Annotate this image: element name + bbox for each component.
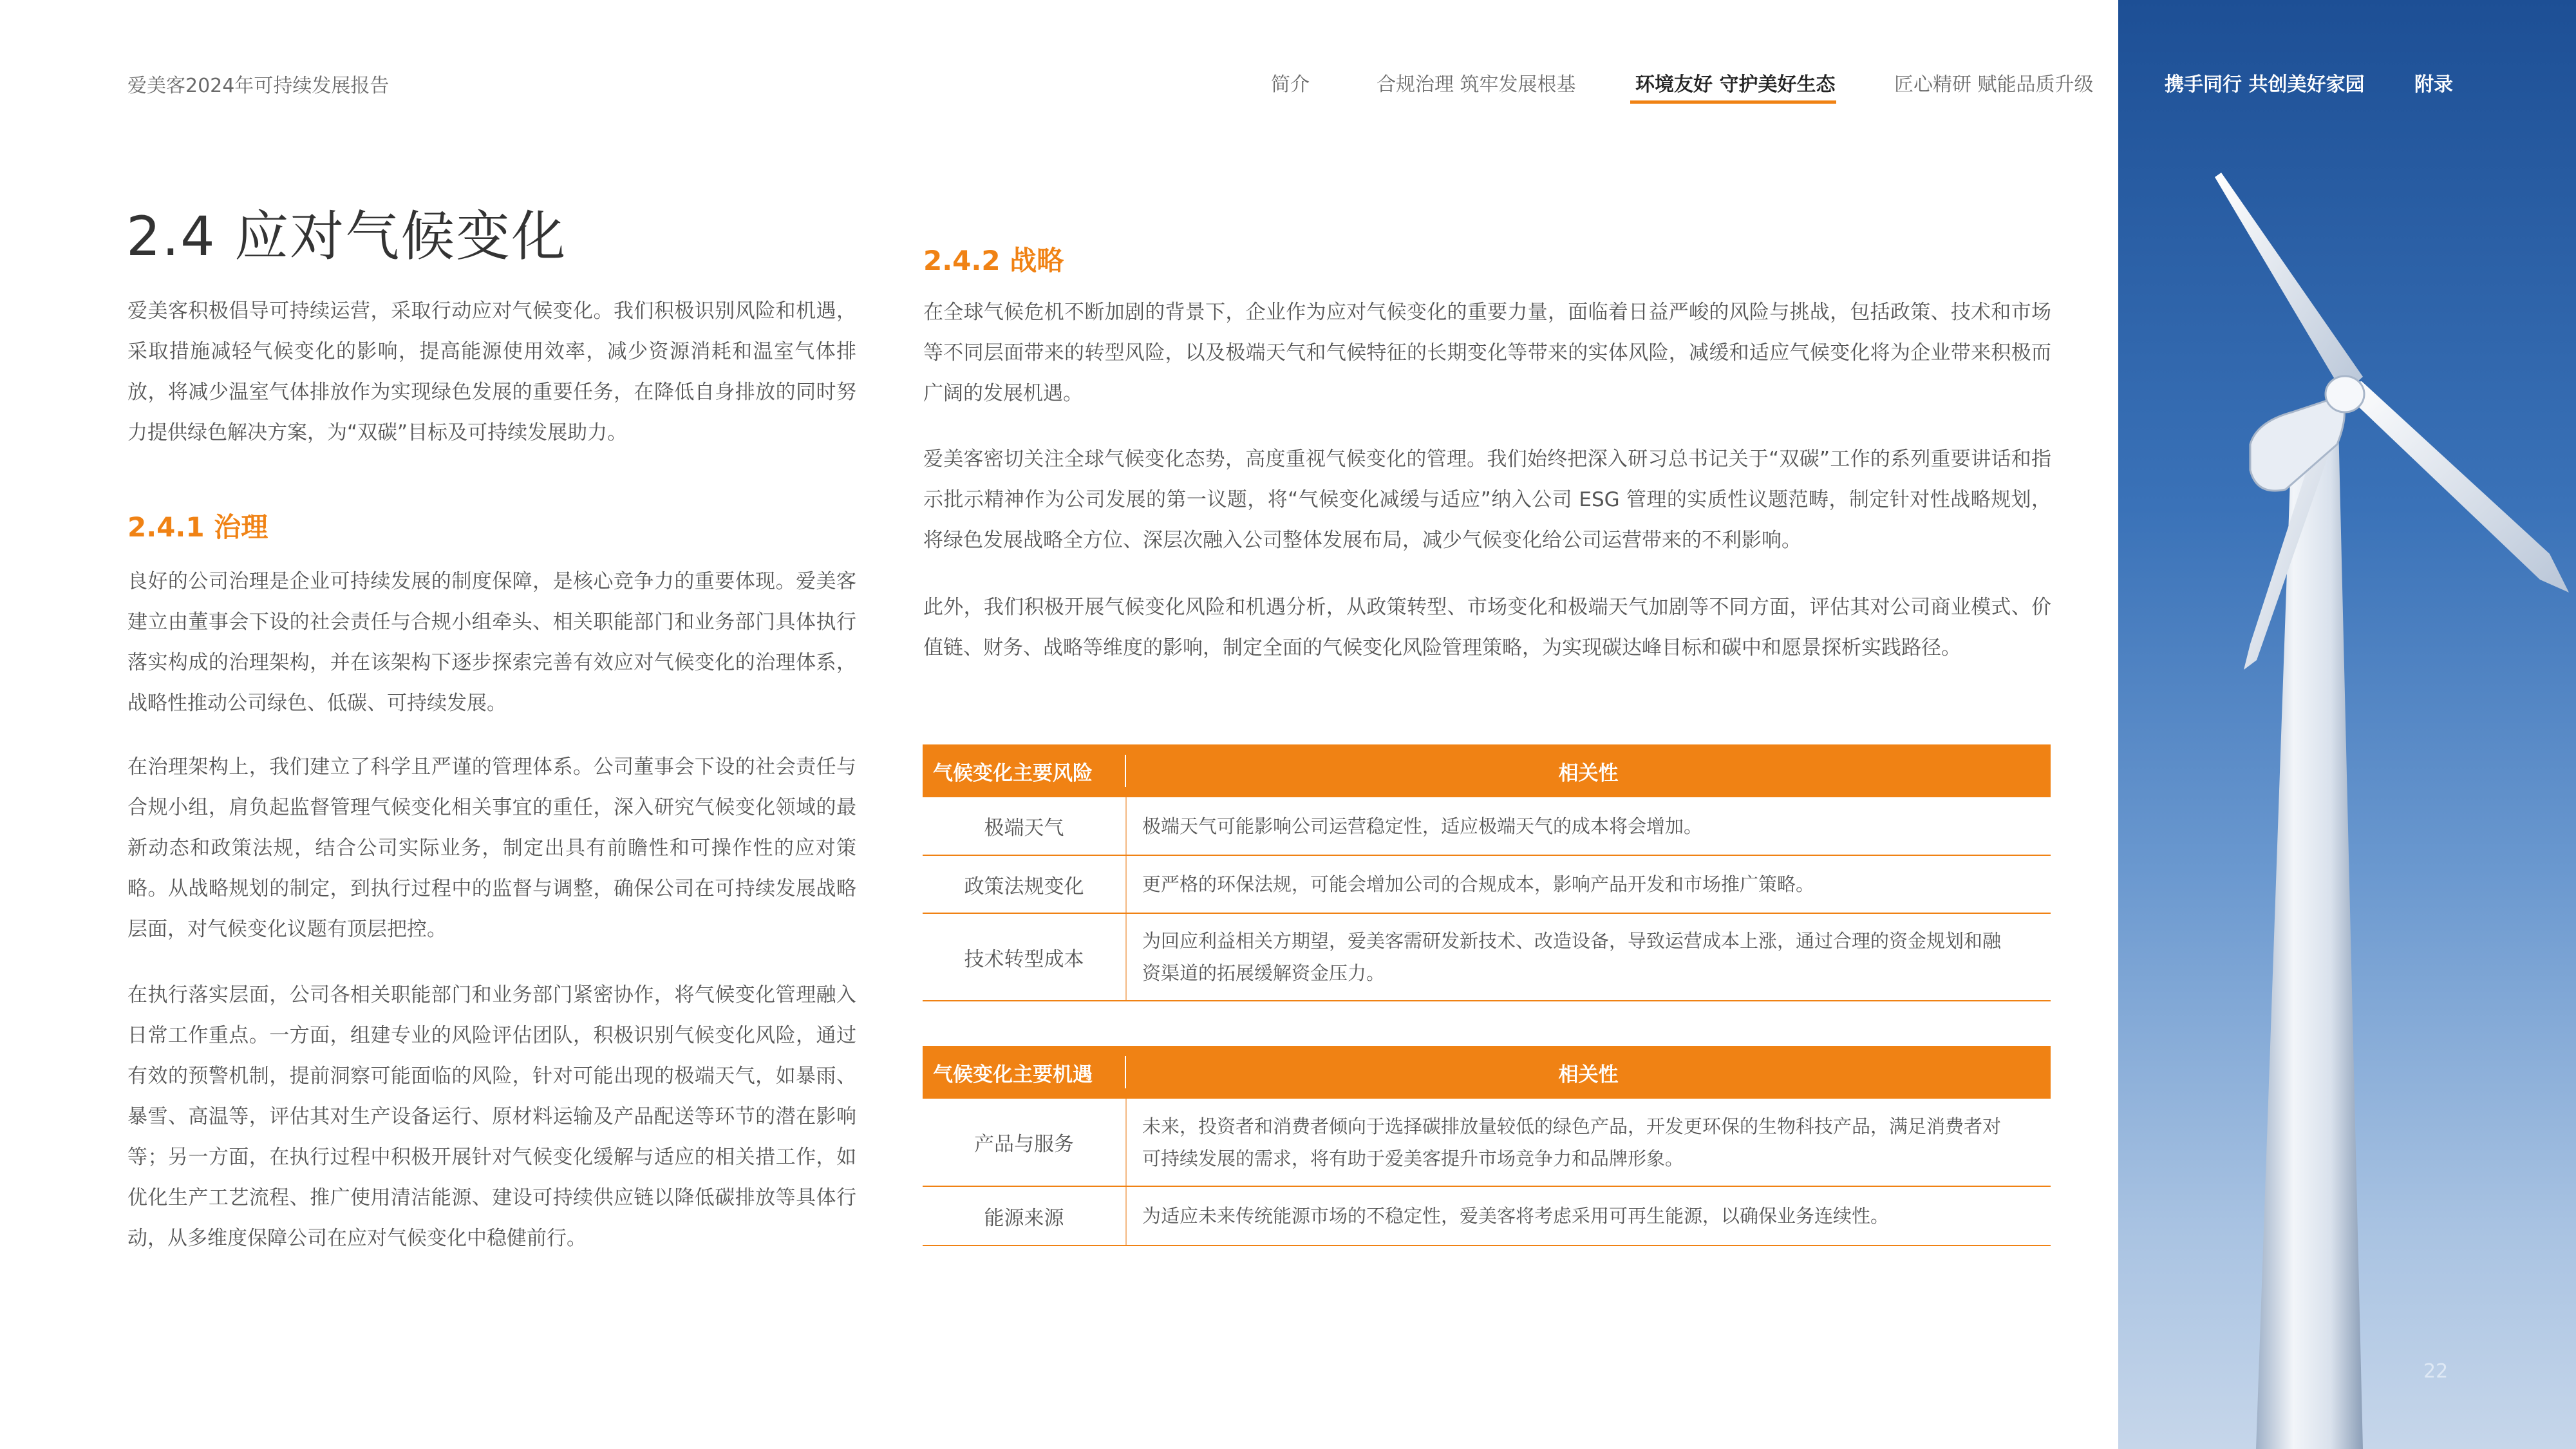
risk-name: 技术转型成本 <box>923 913 1126 1001</box>
strategy-paragraph-3: 此外，我们积极开展气候变化风险和机遇分析，从政策转型、市场变化和极端天气加剧等不同方面，评估其对公司商业模式、价值链、财务、战略等维度的影响，制定全面的气候变化风险管理策略，为实现碳达峰目标和碳中和愿景探析实践路径。 <box>923 596 2051 659</box>
risk-col-header: 气候变化主要风险 <box>923 744 1126 797</box>
turbine-blade-right <box>2337 381 2569 592</box>
opportunity-description: 为适应未来传统能源市场的不稳定性，爱美客将考虑采用可再生能源，以确保业务连续性。 <box>1126 1186 2051 1245</box>
nav-tab-environment[interactable]: 环境友好 守护美好生态 <box>1635 73 1836 96</box>
strategy-heading: 2.4.2 战略 <box>923 245 1064 276</box>
risk-description: 极端天气可能影响公司运营稳定性，适应极端天气的成本将会增加。 <box>1126 797 2051 855</box>
governance-paragraph-2: 在治理架构上，我们建立了科学且严谨的管理体系。公司董事会下设的社会责任与合规小组，肩负起监督管理气候变化相关事宜的重任，深入研究气候变化领域的最新动态和政策法规，结合公司实际业务，制定出具有前瞻性和可操作性的应对策略。从战略规划的制定，到执行过程中的监督与调整，确保公司在可持续发展战略层面，对气候变化议题有顶层把控。 <box>127 755 856 941</box>
page-number: 22 <box>2423 1360 2449 1383</box>
risk-table-header <box>923 744 2051 797</box>
nav-tab-appendix[interactable]: 附录 <box>2414 73 2453 96</box>
page-title: 2.4 应对气候变化 <box>126 205 567 268</box>
wind-turbine-photo <box>2118 0 2576 1449</box>
turbine-hub <box>2326 376 2364 412</box>
opportunity-name: 产品与服务 <box>923 1099 1126 1186</box>
risk-description: 更严格的环保法规，可能会增加公司的合规成本，影响产品开发和市场推广策略。 <box>1126 855 2051 913</box>
table-row <box>923 913 2051 1001</box>
governance-paragraph-3: 在执行落实层面，公司各相关职能部门和业务部门紧密协作，将气候变化管理融入日常工作重点。一方面，组建专业的风险评估团队，积极识别气候变化风险，通过有效的预警机制，提前洞察可能面临的风险，针对可能出现的极端天气，如暴雨、暴雪、高温等，评估其对生产设备运行、原材料运输及产品配送等环节的潜在影响等；另一方面，在执行过程中积极开展针对气候变化缓解与适应的相关措工作，如优化生产工艺流程、推广使用清洁能源、建设可持续供应链以降低碳排放等具体行动，从多维度保障公司在应对气候变化中稳健前行。 <box>127 983 856 1250</box>
table-row <box>923 1186 2051 1245</box>
risk-name: 政策法规变化 <box>923 855 1126 913</box>
table-row <box>923 1099 2051 1186</box>
governance-heading: 2.4.1 治理 <box>127 511 268 543</box>
opportunity-col-header: 气候变化主要机遇 <box>923 1046 1126 1099</box>
active-tab-underline <box>1630 100 1836 104</box>
strategy-paragraph-1: 在全球气候危机不断加剧的背景下，企业作为应对气候变化的重要力量，面临着日益严峻的风险与挑战，包括政策、技术和市场等不同层面带来的转型风险，以及极端天气和气候特征的长期变化等带来的实体风险，减缓和适应气候变化将为企业带来积极而广阔的发展机遇。 <box>923 301 2051 405</box>
nav-tab-community[interactable]: 携手同行 共创美好家园 <box>2165 73 2365 96</box>
opportunity-name: 能源来源 <box>923 1186 1126 1245</box>
strategy-paragraph-2: 爱美客密切关注全球气候变化态势，高度重视气候变化的管理。我们始终把深入研习总书记关于“双碳”工作的系列重要讲话和指示批示精神作为公司发展的第一议题，将“气候变化减缓与适应”纳入公司 ESG 管理的实质性议题范畴，制定针对性战略规划，将绿色发展战略全方位、深层次融入公司整体发展布局，减少气候变化给公司运营带来的不利影响。 <box>923 448 2051 552</box>
report-title: 爱美客2024年可持续发展报告 <box>127 75 390 97</box>
table-row <box>923 797 2051 855</box>
climate-opportunity-table <box>923 1046 2051 1246</box>
risk-description: 为回应利益相关方期望，爱美客需研发新技术、改造设备，导致运营成本上涨，通过合理的资金规划和融资渠道的拓展缓解资金压力。 <box>1126 913 2051 1001</box>
nav-tab-quality[interactable]: 匠心精研 赋能品质升级 <box>1894 73 2094 96</box>
opportunity-table-header <box>923 1046 2051 1099</box>
risk-relevance-header: 相关性 <box>1126 744 2051 797</box>
opportunity-relevance-header: 相关性 <box>1126 1046 2051 1099</box>
governance-paragraph-1: 良好的公司治理是企业可持续发展的制度保障，是核心竞争力的重要体现。爱美客建立由董事会下设的社会责任与合规小组牵头、相关职能部门和业务部门具体执行落实构成的治理架构，并在该架构下逐步探索完善有效应对气候变化的治理体系，战略性推动公司绿色、低碳、可持续发展。 <box>127 570 856 715</box>
climate-risk-table <box>923 744 2051 1001</box>
intro-paragraph: 爱美客积极倡导可持续运营，采取行动应对气候变化。我们积极识别风险和机遇，采取措施减轻气候变化的影响，提高能源使用效率，减少资源消耗和温室气体排放，将减少温室气体排放作为实现绿色发展的重要任务，在降低自身排放的同时努力提供绿色解决方案，为“双碳”目标及可持续发展助力。 <box>127 299 856 444</box>
wind-turbine-illustration <box>2118 0 2576 1449</box>
table-row <box>923 855 2051 913</box>
nav-tab-governance[interactable]: 合规治理 筑牢发展根基 <box>1377 73 1576 96</box>
nav-tab-intro[interactable]: 简介 <box>1271 73 1310 96</box>
turbine-blade-upper <box>2215 173 2363 394</box>
opportunity-description: 未来，投资者和消费者倾向于选择碳排放量较低的绿色产品，开发更环保的生物科技产品，满足消费者对可持续发展的需求，将有助于爱美客提升市场竞争力和品牌形象。 <box>1126 1099 2051 1186</box>
risk-name: 极端天气 <box>923 797 1126 855</box>
